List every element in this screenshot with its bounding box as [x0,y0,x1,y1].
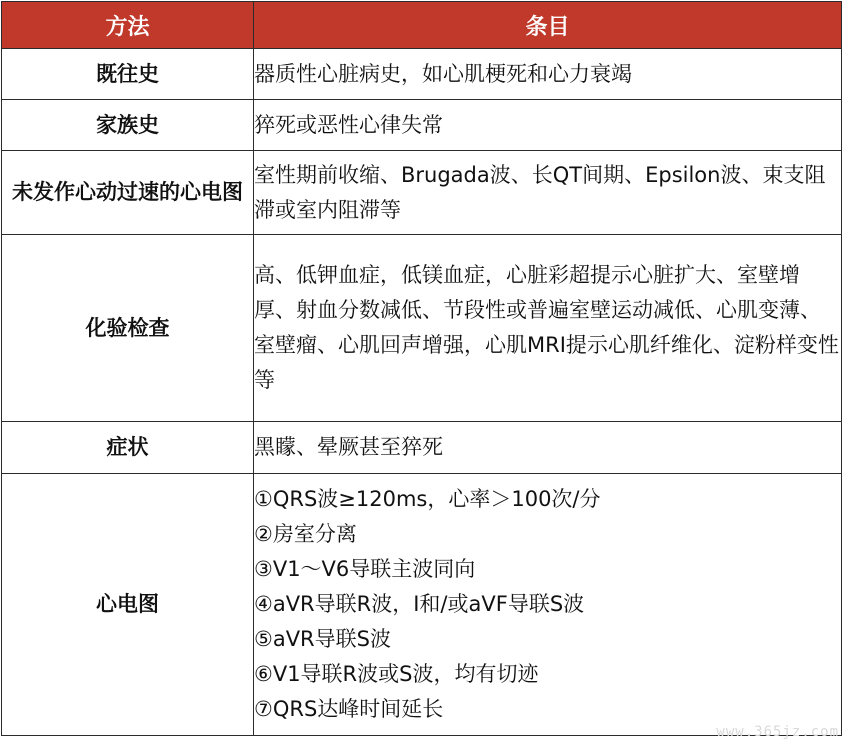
row-item-baseline-ecg: 室性期前收缩、Brugada波、长QT间期、Epsilon波、束支阻滞或室内阻滞等 [254,151,842,235]
ecg-criterion-7: ⑦QRS达峰时间延长 [254,697,444,721]
table-row [2,151,842,235]
watermark: www.365jz.com [716,724,839,740]
row-item-ecg-list [254,474,842,736]
row-method-symptom: 症状 [2,422,254,474]
ecg-criterion-5: ⑤aVR导联S波 [254,627,391,651]
row-item-lab: 高、低钾血症，低镁血症，心脏彩超提示心脏扩大、室壁增厚、射血分数减低、节段性或普遍室壁运动减低、心肌变薄、室壁瘤、心肌回声增强，心肌MRI提示心肌纤维化、淀粉样变性等 [254,235,842,422]
row-method-family: 家族史 [2,100,254,151]
criteria-table [1,1,842,736]
ecg-criterion-4: ④aVR导联R波，Ⅰ和/或aVF导联S波 [254,592,585,616]
ecg-criterion-1: ①QRS波≥120ms，心率＞100次/分 [254,487,601,511]
table-row [2,49,842,100]
ecg-criterion-2: ②房室分离 [254,522,357,546]
row-method-ecg: 心电图 [2,474,254,736]
row-item-history: 器质性心脏病史，如心肌梗死和心力衰竭 [254,49,842,100]
table-row [2,474,842,736]
table-row [2,235,842,422]
row-item-symptom: 黑矇、晕厥甚至猝死 [254,422,842,474]
row-method-history: 既往史 [2,49,254,100]
table-row [2,100,842,151]
row-method-lab: 化验检查 [2,235,254,422]
header-items: 条目 [254,2,842,49]
table-row [2,422,842,474]
row-item-family: 猝死或恶性心律失常 [254,100,842,151]
row-method-baseline-ecg: 未发作心动过速的心电图 [2,151,254,235]
table-header-row [2,2,842,49]
header-method: 方法 [2,2,254,49]
ecg-criterion-3: ③V1～V6导联主波同向 [254,557,476,581]
ecg-criterion-6: ⑥V1导联R波或S波，均有切迹 [254,662,539,686]
